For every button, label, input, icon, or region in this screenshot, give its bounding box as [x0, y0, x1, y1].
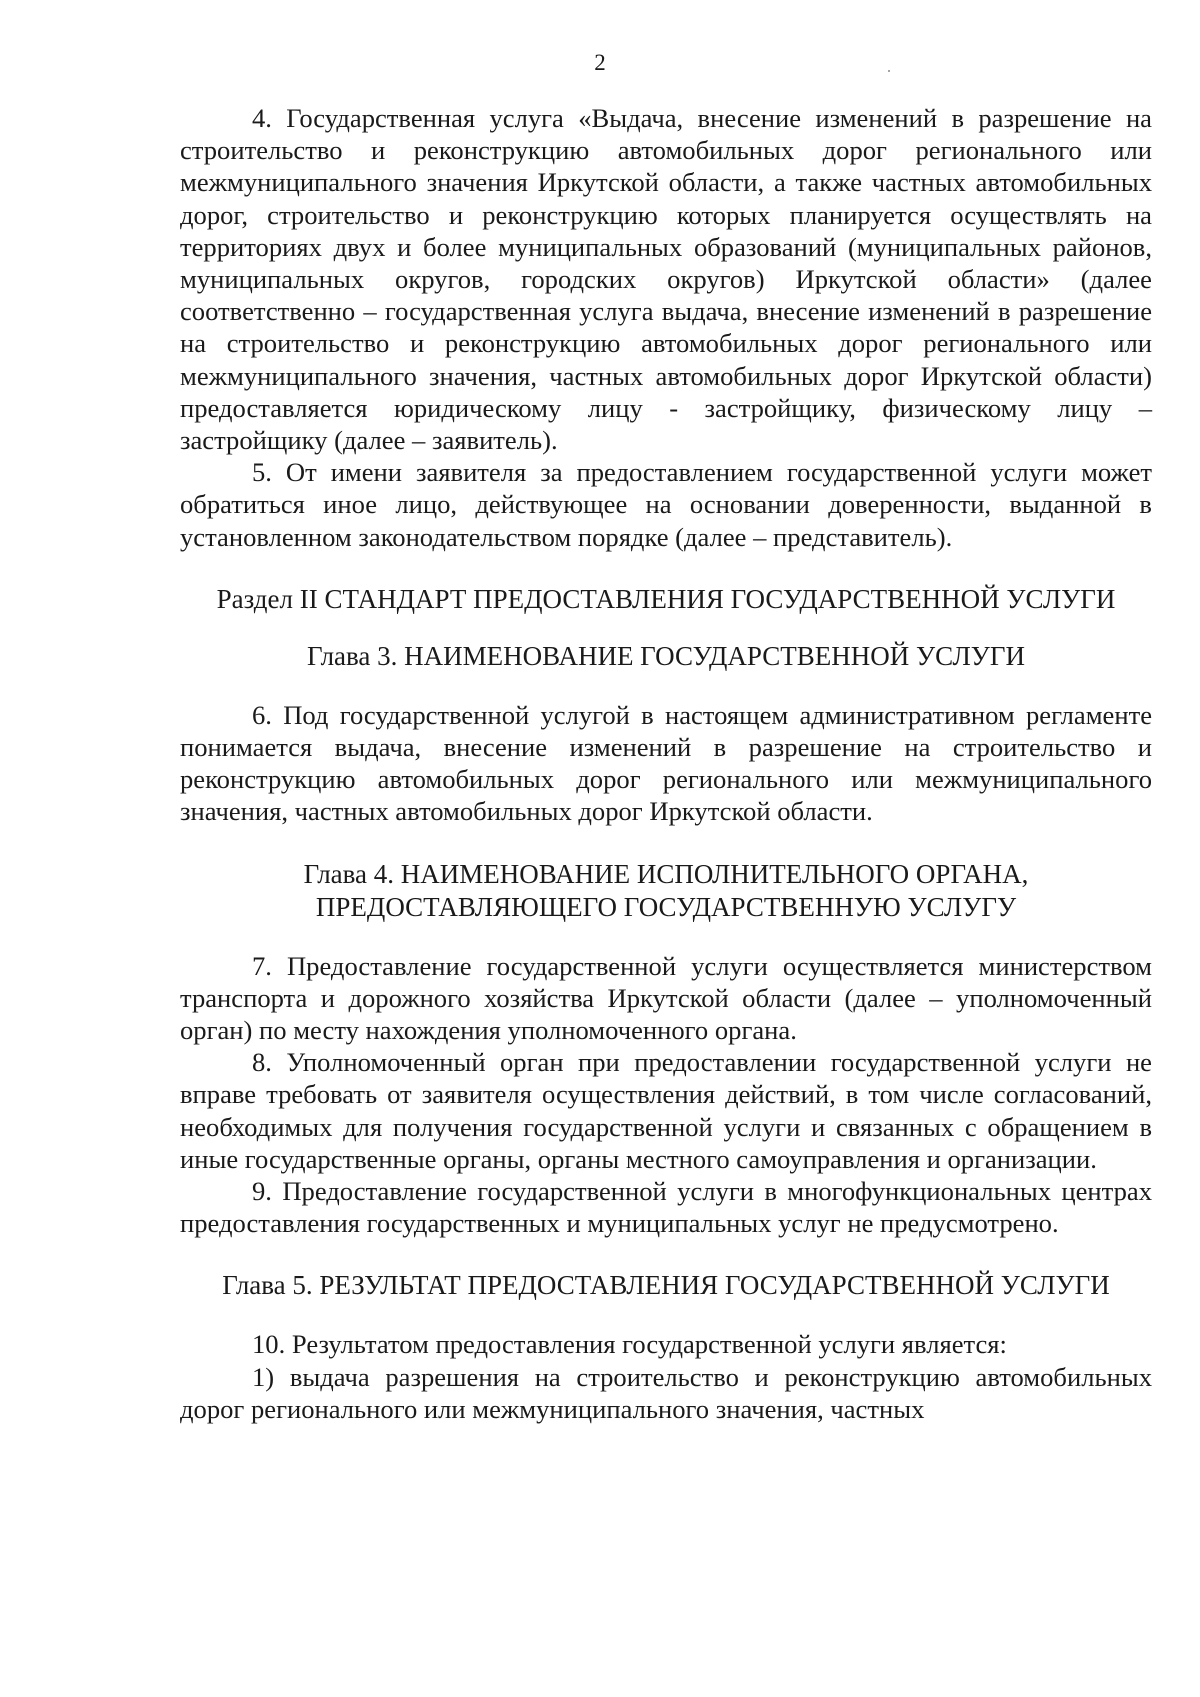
- chapter-5-heading: Глава 5. РЕЗУЛЬТАТ ПРЕДОСТАВЛЕНИЯ ГОСУДАРСТВЕННОЙ УСЛУГИ: [222, 1270, 1110, 1301]
- page-number: 2: [594, 50, 606, 75]
- chapter-3-heading: Глава 3. НАИМЕНОВАНИЕ ГОСУДАРСТВЕННОЙ УСЛУГИ: [306, 640, 1025, 671]
- paragraph-8: 8. Уполномоченный орган при предоставлении государственной услуги не вправе требовать от заявителя осуществления действий, в том числе согласований, необходимых для получения государственной услуги и связанных с обращением в иные государственные органы, органы местного самоуправления и организации.: [180, 1047, 1152, 1174]
- chapter-4-heading: [180, 858, 1152, 924]
- paragraph-10: 10. Результатом предоставления государственной услуги является:: [252, 1329, 1007, 1360]
- paragraph-4: 4. Государственная услуга «Выдача, внесение изменений в разрешение на строительство и реконструкцию автомобильных дорог регионального или межмуниципального значения Иркутской области, а также частных автомобильных дорог, строительство и реконструкцию которых планируется осуществлять на территориях двух и более муниципальных образований (муниципальных районов, муниципальных округов, городских округов) Иркутской области» (далее соответственно – государственная услуга выдача, внесение изменений в разрешение на строительство и реконструкцию автомобильных дорог регионального или межмуниципального значения, частных автомобильных дорог Иркутской области) предоставляется юридическому лицу - застройщику, физическому лицу – застройщику (далее – заявитель).: [180, 103, 1152, 456]
- scan-speck: [888, 70, 890, 72]
- document-body: [180, 102, 1152, 1425]
- paragraph-5: 5. От имени заявителя за предоставлением государственной услуги может обратиться иное лицо, действующее на основании доверенности, выданной в установленном законодательством порядке (далее – представитель).: [180, 457, 1152, 552]
- chapter-4-heading-line-2: ПРЕДОСТАВЛЯЮЩЕГО ГОСУДАРСТВЕННУЮ УСЛУГУ: [315, 891, 1017, 922]
- paragraph-9: 9. Предоставление государственной услуги в многофункциональных центрах предоставления государственных и муниципальных услуг не предусмотрено.: [180, 1176, 1152, 1239]
- paragraph-7: 7. Предоставление государственной услуги осуществляется министерством транспорта и дорожного хозяйства Иркутской области (далее – уполномоченный орган) по месту нахождения уполномоченного органа.: [180, 950, 1152, 1046]
- section-2-heading: Раздел II СТАНДАРТ ПРЕДОСТАВЛЕНИЯ ГОСУДАРСТВЕННОЙ УСЛУГИ: [216, 583, 1116, 614]
- chapter-4-heading-line-1: Глава 4. НАИМЕНОВАНИЕ ИСПОЛНИТЕЛЬНОГО ОРГАНА,: [303, 858, 1029, 889]
- paragraph-6: 6. Под государственной услугой в настоящем административном регламенте понимается выдача, внесение изменений в разрешение на строительство и реконструкцию автомобильных дорог регионального или межмуниципального значения, частных автомобильных дорог Иркутской области.: [180, 699, 1152, 827]
- paragraph-10-item-1: 1) выдача разрешения на строительство и реконструкцию автомобильных дорог регионального или межмуниципального значения, частных: [180, 1361, 1152, 1424]
